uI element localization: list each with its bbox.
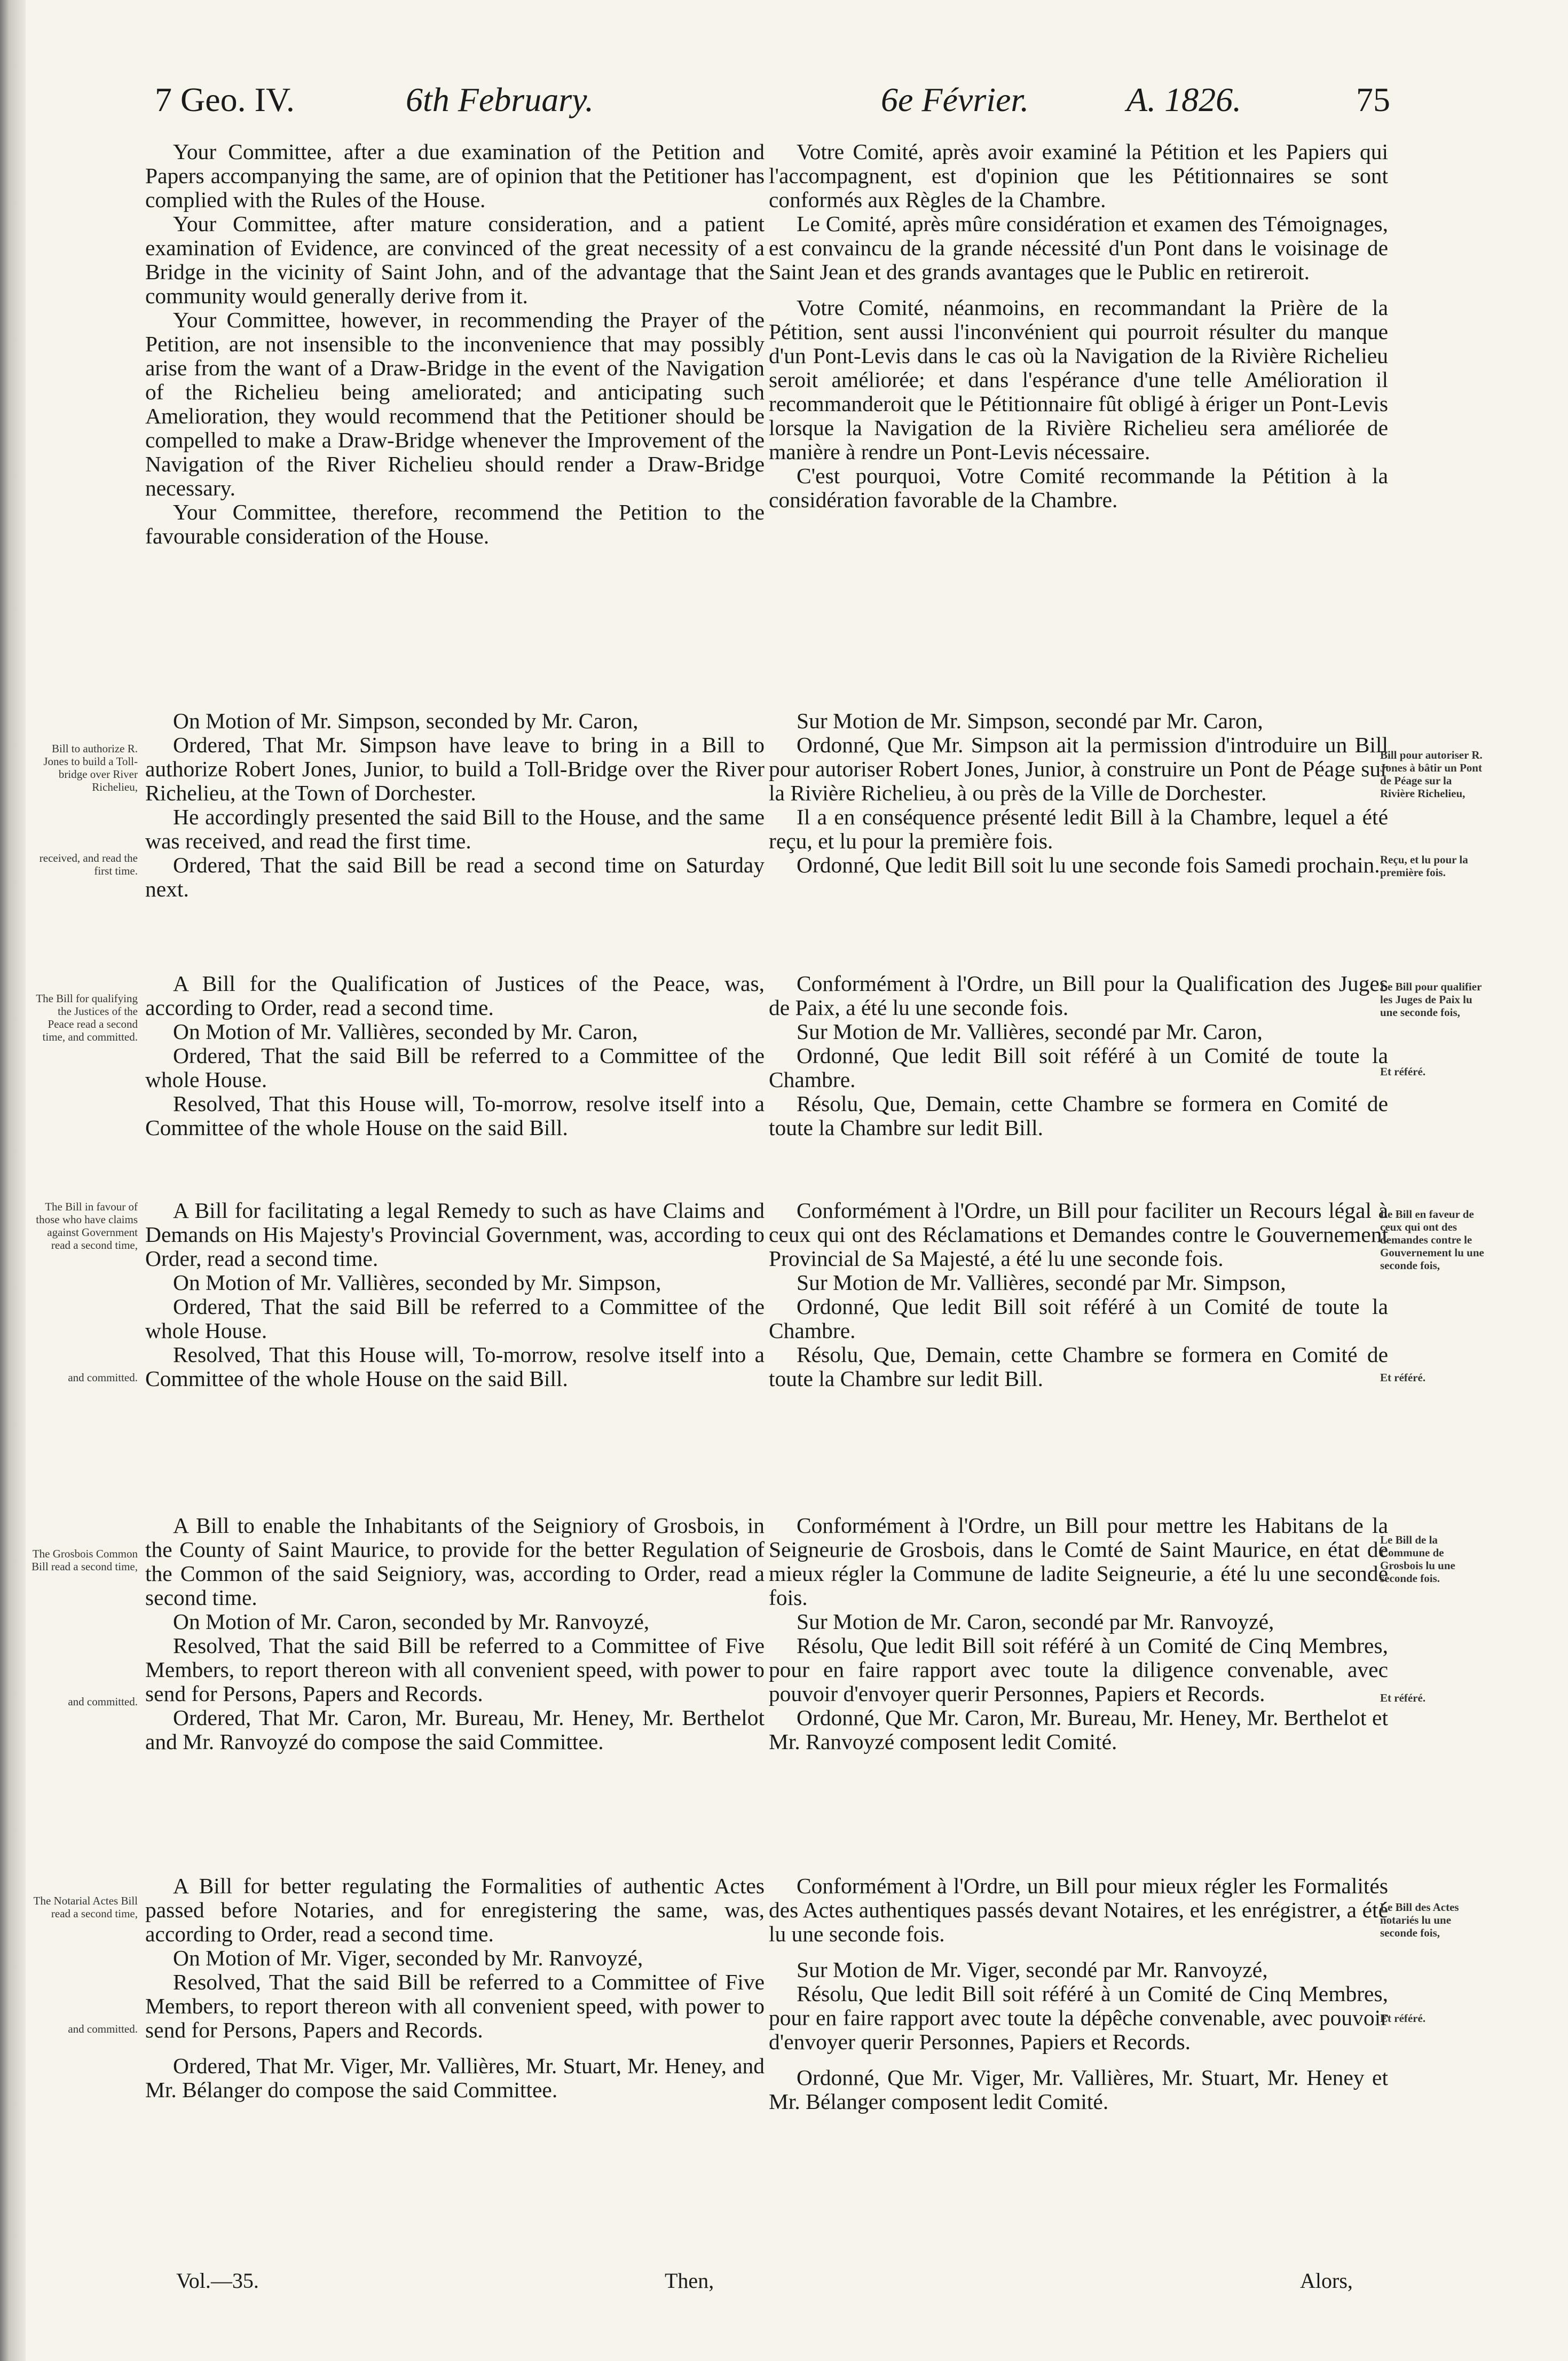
margin-note-en: The Notarial Actes Bill read a second time, — [33, 1894, 138, 1920]
margin-note-fr: Le Bill des Actes notariés lu une seconde fois, — [1380, 1901, 1459, 1939]
scan-edge — [0, 0, 26, 2361]
fr-paragraph: Conformément à l'Ordre, un Bill pour mettre les Habitans de la Seigneurie de Grosbois, dans le Comté de Saint Maurice, en état de mieux régler la Commune de ladite Seigneurie, a été lu une seconde fois. — [769, 1513, 1388, 1610]
fr-paragraph: Sur Motion de Mr. Vallières, secondé par Mr. Simpson, — [797, 1270, 1286, 1295]
english-column-justices — [145, 972, 765, 1140]
fr-paragraph: Résolu, Que ledit Bill soit référé à un Comité de Cinq Membres, pour en faire rapport avec toute la dépêche convenable, avec pouvoir d'envoyer querir Personnes, Papiers et Records. — [769, 1981, 1388, 2054]
margin-note-fr: Et référé. — [1380, 1691, 1426, 1704]
fr-paragraph: Résolu, Que, Demain, cette Chambre se formera en Comité de toute la Chambre sur ledit Bill. — [769, 1342, 1388, 1391]
en-paragraph: On Motion of Mr. Vallières, seconded by Mr. Caron, — [173, 1019, 638, 1044]
margin-note-fr: Et référé. — [1380, 2012, 1426, 2025]
fr-paragraph: Conformément à l'Ordre, un Bill pour faciliter un Recours légal à ceux qui ont des Réclamations et Demandes contre le Gouvernement Provincial de Sa Majesté, a été lu une seconde fois. — [769, 1198, 1388, 1271]
french-column-justices — [769, 972, 1388, 1140]
margin-note-fr: Et référé. — [1380, 1371, 1426, 1384]
fr-paragraph: Sur Motion de Mr. Viger, secondé par Mr. Ranvoyzé, — [797, 1957, 1268, 1982]
fr-paragraph: Votre Comité, néanmoins, en recommandant la Prière de la Pétition, sent aussi l'inconvénient qui pourroit résulter du manque d'un Pont-Levis dans le cas où la Navigation de la Rivière Richelieu seroit améliorée; et dans l'espérance d'une telle Amélioration il recommanderoit que le Pétitionnaire fût obligé à ériger un Pont-Levis lorsque la Navigation de la Rivière Richelieu sera améliorée de manière à rendre un Pont-Levis nécessaire. — [769, 295, 1388, 464]
en-paragraph: Ordered, That Mr. Caron, Mr. Bureau, Mr. Heney, Mr. Berthelot and Mr. Ranvoyzé do compose the said Committee. — [145, 1705, 765, 1754]
fr-paragraph: Votre Comité, après avoir examiné la Pétition et les Papiers qui l'accompagnent, est d'opinion que les Pétitionnaires se sont conformés aux Règles de la Chambre. — [769, 139, 1388, 212]
fr-paragraph: Ordonné, Que ledit Bill soit lu une seconde fois Samedi prochain. — [797, 853, 1380, 877]
en-paragraph: On Motion of Mr. Viger, seconded by Mr. Ranvoyzé, — [173, 1946, 643, 1970]
fr-paragraph: Conformément à l'Ordre, un Bill pour la Qualification des Juges de Paix, a été lu une seconde fois. — [769, 971, 1388, 1020]
en-paragraph: On Motion of Mr. Simpson, seconded by Mr. Caron, — [173, 709, 639, 733]
en-paragraph: Resolved, That the said Bill be referred to a Committee of Five Members, to report thereon with all convenient speed, with power to send for Persons, Papers and Records. — [145, 1970, 765, 2042]
margin-note-fr: Le Bill pour qualifier les Juges de Paix lu une seconde fois, — [1380, 980, 1482, 1019]
fr-paragraph: Conformément à l'Ordre, un Bill pour mieux régler les Formalités des Actes authentiques passés devant Notaires, et les enrégistrer, a été lu une seconde fois. — [769, 1874, 1388, 1946]
margin-note-fr: Et référé. — [1380, 1065, 1426, 1078]
en-paragraph: Your Committee, therefore, recommend the Petition to the favourable consideration of the House. — [145, 500, 765, 548]
english-column-simpson — [145, 709, 765, 901]
header-year: A. 1826. — [1126, 81, 1242, 119]
en-paragraph: Ordered, That Mr. Simpson have leave to bring in a Bill to authorize Robert Jones, Junior, to build a Toll-Bridge over the River Richelieu, at the Town of Dorchester. — [145, 733, 765, 805]
margin-note-fr: Bill pour autoriser R. Jones à bâtir un Pont de Péage sur la Rivière Richelieu, — [1380, 749, 1483, 800]
en-paragraph: Ordered, That Mr. Viger, Mr. Vallières, Mr. Stuart, Mr. Heney, and Mr. Bélanger do compose the said Committee. — [145, 2053, 765, 2102]
en-paragraph: On Motion of Mr. Caron, seconded by Mr. Ranvoyzé, — [173, 1609, 650, 1634]
margin-note-en: The Bill in favour of those who have claims against Government read a second time, — [36, 1200, 138, 1252]
english-column-claims — [145, 1199, 765, 1391]
fr-paragraph: Sur Motion de Mr. Caron, secondé par Mr. Ranvoyzé, — [797, 1609, 1274, 1634]
catchword-fr: Alors, — [1300, 2269, 1353, 2293]
fr-paragraph: Résolu, Que, Demain, cette Chambre se formera en Comité de toute la Chambre sur ledit Bill. — [769, 1091, 1388, 1140]
fr-paragraph: Ordonné, Que Mr. Viger, Mr. Vallières, Mr. Stuart, Mr. Heney et Mr. Bélanger composent ledit Comité. — [769, 2065, 1388, 2114]
french-column-grosbois — [769, 1514, 1388, 1754]
fr-paragraph: Le Comité, après mûre considération et examen des Témoignages, est convaincu de la grande nécessité d'un Pont dans le voisinage de Saint Jean et des grands avantages que le Public en retireroit. — [769, 211, 1388, 284]
margin-note-fr: Reçu, et lu pour la première fois. — [1380, 853, 1468, 879]
en-paragraph: Your Committee, after mature consideration, and a patient examination of Evidence, are convinced of the great necessity of a Bridge in the vicinity of Saint John, and of the advantage that the community would generally derive from it. — [145, 211, 765, 308]
en-paragraph: Resolved, That this House will, To-morrow, resolve itself into a Committee of the whole House on the said Bill. — [145, 1091, 765, 1140]
en-paragraph: A Bill for the Qualification of Justices of the Peace, was, according to Order, read a second time. — [145, 971, 765, 1020]
en-paragraph: On Motion of Mr. Vallières, seconded by Mr. Simpson, — [173, 1270, 661, 1295]
margin-note-en: and committed. — [68, 2022, 138, 2035]
margin-note-en: and committed. — [68, 1371, 138, 1384]
en-paragraph: Your Committee, after a due examination of the Petition and Papers accompanying the same, are of opinion that the Petitioner has complied with the Rules of the House. — [145, 139, 765, 212]
fr-paragraph: Ordonné, Que Mr. Simpson ait la permission d'introduire un Bill pour autoriser Robert Jones, Junior, à construire un Pont de Péage sur la Rivière Richelieu, à ou près de la Ville de Dorchester. — [769, 733, 1388, 805]
margin-note-fr: Le Bill de la Commune de Grosbois lu une seconde fois. — [1380, 1533, 1455, 1585]
en-paragraph: A Bill to enable the Inhabitants of the Seigniory of Grosbois, in the County of Saint Maurice, to provide for the better Regulation of the Common of the said Seigniory, was, according to Order, read a second time. — [145, 1513, 765, 1610]
margin-note-fr: Le Bill en faveur de ceux qui ont des demandes contre le Gouvernement lu une seconde fois, — [1380, 1208, 1484, 1272]
fr-paragraph: Ordonné, Que Mr. Caron, Mr. Bureau, Mr. Heney, Mr. Berthelot et Mr. Ranvoyzé composent ledit Comité. — [769, 1705, 1388, 1754]
french-column-notarial — [769, 1874, 1388, 2114]
en-paragraph: A Bill for better regulating the Formalities of authentic Actes passed before Notaries, and for enregistering the same, was, according to Order, read a second time. — [145, 1874, 765, 1946]
page-header — [155, 80, 1393, 123]
fr-paragraph: C'est pourquoi, Votre Comité recommande la Pétition à la considération favorable de la Chambre. — [769, 463, 1388, 512]
header-reign: 7 Geo. IV. — [155, 81, 295, 119]
margin-note-en: The Bill for qualifying the Justices of the Peace read a second time, and committed. — [36, 992, 138, 1043]
en-paragraph: Your Committee, however, in recommending the Prayer of the Petition, are not insensible to the inconvenience that may possibly arise from the want of a Draw-Bridge in the event of the Navigation of the Richelieu being ameliorated; and anticipating such Amelioration, they would recommend that the Petitioner should be compelled to make a Draw-Bridge whenever the Improvement of the Navigation of the River Richelieu should render a Draw-Bridge necessary. — [145, 308, 765, 500]
fr-paragraph: Sur Motion de Mr. Vallières, secondé par Mr. Caron, — [797, 1019, 1263, 1044]
catchword-en: Then, — [665, 2269, 714, 2293]
en-paragraph: Ordered, That the said Bill be read a second time on Saturday next. — [145, 853, 765, 901]
volume-signature: Vol.—35. — [176, 2269, 259, 2293]
fr-paragraph: Ordonné, Que ledit Bill soit référé à un Comité de toute la Chambre. — [769, 1294, 1388, 1343]
english-column — [145, 140, 765, 548]
en-paragraph: A Bill for facilitating a legal Remedy to such as have Claims and Demands on His Majesty's Provincial Government, was, according to Order, read a second time. — [145, 1198, 765, 1271]
en-paragraph: Resolved, That this House will, To-morrow, resolve itself into a Committee of the whole House on the said Bill. — [145, 1342, 765, 1391]
en-paragraph: He accordingly presented the said Bill to the House, and the same was received, and read the first time. — [145, 805, 765, 853]
margin-note-en: The Grosbois Common Bill read a second time, — [31, 1547, 138, 1573]
margin-note-en: and committed. — [68, 1695, 138, 1708]
fr-paragraph: Sur Motion de Mr. Simpson, secondé par Mr. Caron, — [797, 709, 1263, 733]
french-column — [769, 140, 1388, 512]
en-paragraph: Ordered, That the said Bill be referred to a Committee of the whole House. — [145, 1294, 765, 1343]
english-column-grosbois — [145, 1514, 765, 1754]
en-paragraph: Ordered, That the said Bill be referred to a Committee of the whole House. — [145, 1043, 765, 1092]
fr-paragraph: Il a en conséquence présenté ledit Bill à la Chambre, lequel a été reçu, et lu pour la première fois. — [769, 805, 1388, 853]
header-date-fr: 6e Février. — [881, 81, 1029, 119]
margin-note-en: received, and read the first time. — [39, 852, 138, 877]
header-date-en: 6th February. — [406, 81, 594, 119]
french-column-simpson — [769, 709, 1388, 877]
french-column-claims — [769, 1199, 1388, 1391]
fr-paragraph: Résolu, Que ledit Bill soit référé à un Comité de Cinq Membres, pour en faire rapport avec toute la diligence convenable, avec pouvoir d'envoyer querir Personnes, Papiers et Records. — [769, 1633, 1388, 1706]
en-paragraph: Resolved, That the said Bill be referred to a Committee of Five Members, to report thereon with all convenient speed, with power to send for Persons, Papers and Records. — [145, 1633, 765, 1706]
english-column-notarial — [145, 1874, 765, 2102]
fr-paragraph: Ordonné, Que ledit Bill soit référé à un Comité de toute la Chambre. — [769, 1043, 1388, 1092]
margin-note-en: Bill to authorize R. Jones to build a Toll-bridge over River Richelieu, — [43, 742, 138, 793]
page-number: 75 — [1356, 81, 1390, 119]
